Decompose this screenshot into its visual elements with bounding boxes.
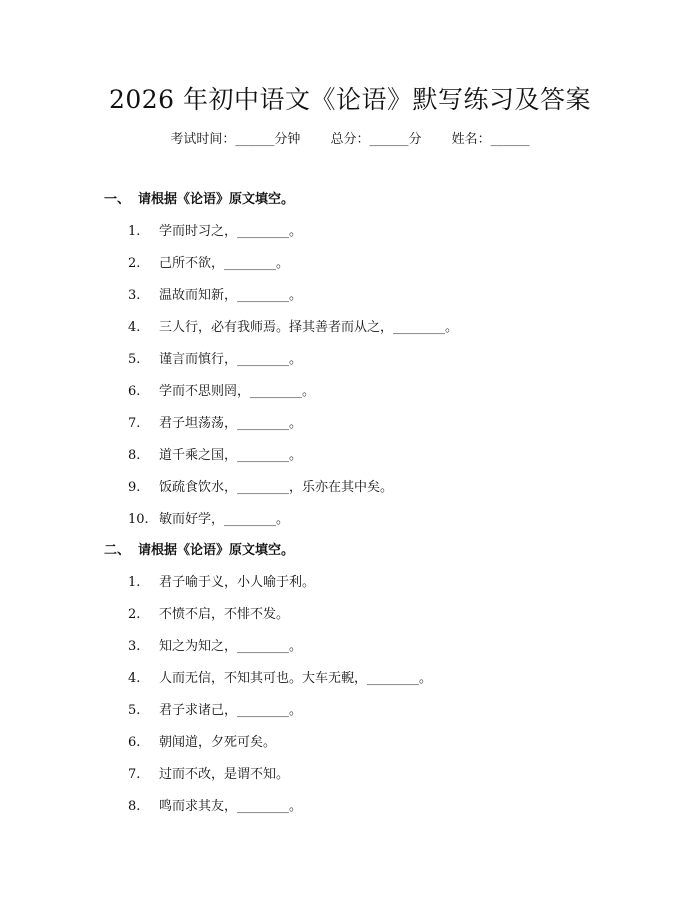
question-text: 朝闻道，夕死可矣。 [159,735,277,750]
question-text: 君子喻于义，小人喻于利。 [159,575,316,590]
question-number: 2. [128,256,141,271]
section-instruction: 请根据《论语》原文填空。 [138,192,295,207]
section-number: 一、 [104,192,131,207]
question-number: 7. [128,767,141,782]
question-number: 3. [128,288,141,303]
question-text: 谨言而慎行，________。 [159,352,303,367]
question-text: 学而时习之，________。 [159,224,303,239]
section-number: 二、 [104,543,131,558]
question-item [128,383,315,401]
question-number: 8. [128,448,141,463]
question-item [128,606,289,624]
question-number: 6. [128,384,141,399]
question-text: 过而不改，是谓不知。 [159,767,290,782]
question-text: 敏而好学，________。 [159,512,290,527]
question-item [128,638,302,656]
question-item [128,734,276,752]
question-item [128,415,302,433]
question-item [128,255,289,273]
section-heading-1 [104,191,294,209]
question-number: 1. [128,575,141,590]
question-text: 己所不欲，________。 [159,256,290,271]
question-item [128,479,393,497]
question-item [128,670,432,688]
question-item [128,319,458,337]
page-title: 2026 年初中语文《论语》默写练习及答案 [108,85,592,114]
question-number: 5. [128,703,141,718]
question-text: 君子求诸己，________。 [159,703,303,718]
question-item [128,223,302,241]
question-item [128,702,302,720]
question-text: 三人行，必有我师焉。择其善者而从之，________。 [159,320,459,335]
section-instruction: 请根据《论语》原文填空。 [138,543,295,558]
question-number: 1. [128,224,141,239]
question-number: 6. [128,735,141,750]
question-item [128,766,289,784]
exam-info-line [0,131,700,149]
question-item [128,574,315,592]
question-item [128,511,289,529]
question-text: 学而不思则罔，________。 [159,384,316,399]
question-number: 5. [128,352,141,367]
question-number: 10. [128,512,149,527]
question-item [128,447,302,465]
question-text: 温故而知新，________。 [159,288,303,303]
question-number: 7. [128,416,141,431]
question-number: 4. [128,671,141,686]
exam-time-field: 考试时间：______分钟 [170,132,301,147]
question-number: 2. [128,607,141,622]
question-item [128,287,302,305]
total-score-field: 总分：______分 [330,132,422,147]
question-number: 3. [128,639,141,654]
question-text: 饭疏食饮水，________，乐亦在其中矣。 [159,480,394,495]
question-text: 君子坦荡荡，________。 [159,416,303,431]
question-text: 不愤不启，不悱不发。 [159,607,290,622]
question-text: 道千乘之国，________。 [159,448,303,463]
question-text: 鸣而求其友，________。 [159,799,303,814]
section-heading-2 [104,542,294,560]
question-number: 8. [128,799,141,814]
question-text: 知之为知之，________。 [159,639,303,654]
question-number: 4. [128,320,141,335]
question-number: 9. [128,480,141,495]
student-name-field: 姓名：______ [451,132,530,147]
question-item [128,798,302,816]
question-text: 人而无信，不知其可也。大车无輗，________。 [159,671,433,686]
question-item [128,351,302,369]
